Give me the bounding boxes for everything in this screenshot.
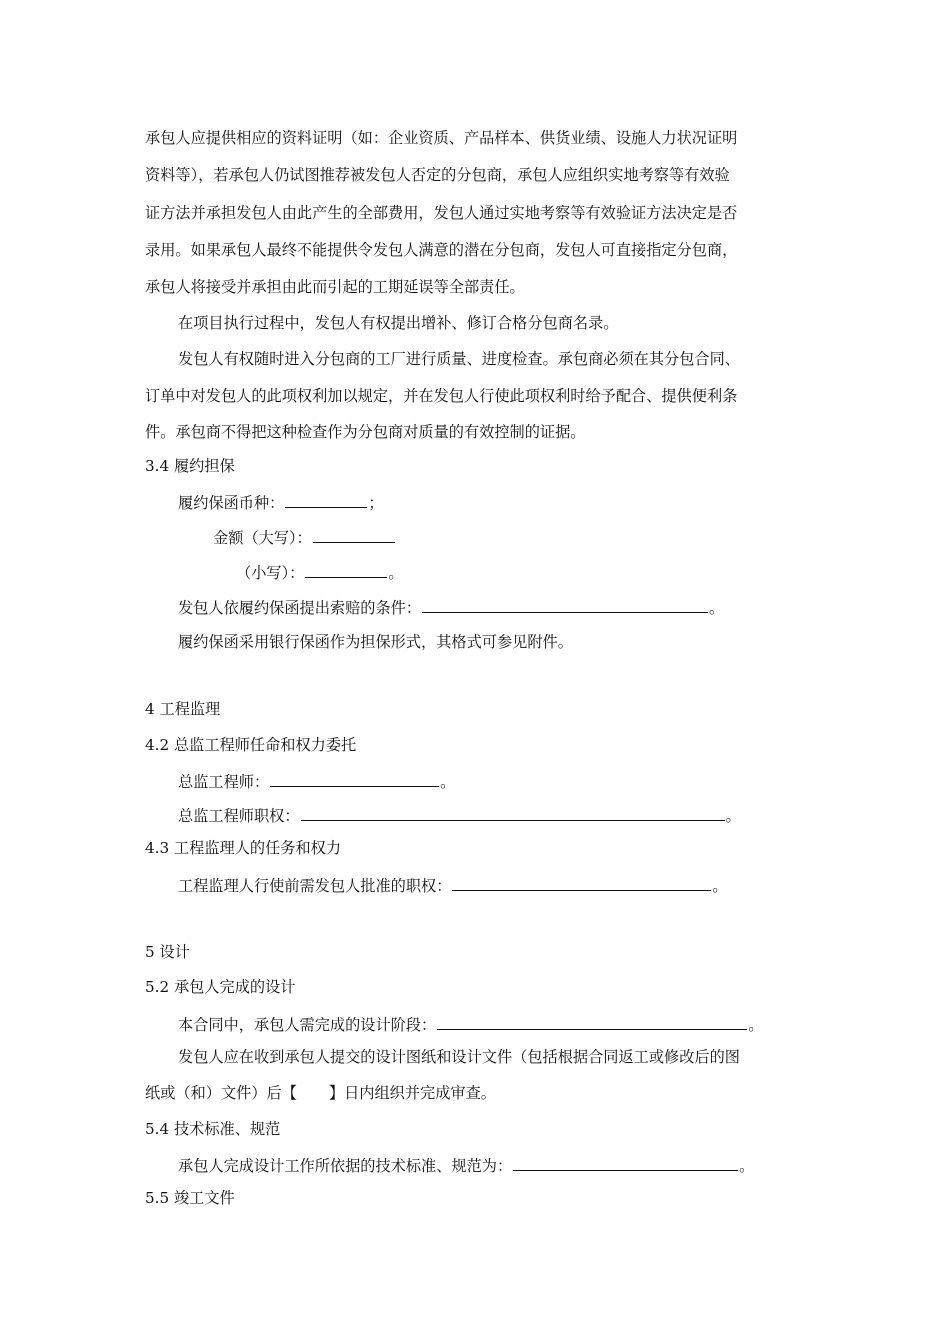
chief-engineer-line — [178, 771, 455, 792]
paragraph-line: 订单中对发包人的此项权利加以规定，并在发包人行使此项权利时给予配合、提供便利条 — [145, 387, 738, 405]
claim-condition-line — [178, 597, 724, 618]
chief-authority-line — [178, 805, 741, 826]
section-heading-5-5: 5.5 竣工文件 — [145, 1189, 235, 1207]
stage-label: 本合同中，承包人需完成的设计阶段： — [178, 1016, 437, 1034]
section-heading-5-2: 5.2 承包人完成的设计 — [145, 978, 296, 996]
currency-label: 履约保函币种： — [178, 494, 285, 512]
punctuation: 。 — [388, 564, 404, 582]
amount-lower-line — [236, 562, 404, 583]
paragraph-line: 发包人应在收到承包人提交的设计图纸和设计文件（包括根据合同返工或修改后的图 — [178, 1048, 740, 1066]
paragraph-line: 资料等），若承包人仍试图推荐被发包人否定的分包商，承包人应组织实地考察等有效验 — [145, 166, 730, 184]
paragraph-line: 证方法并承担发包人由此产生的全部费用，发包人通过实地考察等有效验证方法决定是否 — [145, 204, 738, 222]
standard-label: 承包人完成设计工作所依据的技术标准、规范为： — [178, 1157, 513, 1175]
paragraph-line: 在项目执行过程中，发包人有权提出增补、修订合格分包商名录。 — [178, 314, 619, 332]
currency-line — [178, 492, 384, 513]
claim-blank[interactable] — [422, 597, 708, 613]
review-days-line — [145, 1083, 496, 1103]
claim-label: 发包人依履约保函提出索赔的条件： — [178, 599, 421, 617]
section-heading-5: 5 设计 — [145, 943, 190, 961]
section-heading-5-4: 5.4 技术标准、规范 — [145, 1120, 281, 1138]
review-text-a: 纸或（和）文件）后【 — [145, 1084, 297, 1102]
currency-blank[interactable] — [285, 492, 367, 508]
chief-authority-label: 总监工程师职权： — [178, 807, 300, 825]
section-heading-3-4: 3.4 履约担保 — [145, 457, 235, 475]
approval-label: 工程监理人行使前需发包人批准的职权： — [178, 877, 452, 895]
standard-line — [178, 1155, 754, 1176]
amount-upper-label: 金额（大写）： — [213, 529, 312, 547]
amount-upper-line — [213, 527, 396, 548]
paragraph-line: 件。承包商不得把这种检查作为分包商对质量的有效控制的证据。 — [145, 423, 586, 441]
amount-upper-blank[interactable] — [313, 527, 395, 543]
review-text-b: 】日内组织并完成审查。 — [328, 1084, 496, 1102]
paragraph-line: 履约保函采用银行保函作为担保形式，其格式可参见附件。 — [178, 633, 573, 651]
punctuation: ； — [368, 494, 384, 512]
approval-blank[interactable] — [452, 875, 711, 891]
punctuation: 。 — [725, 807, 741, 825]
punctuation: 。 — [748, 1016, 764, 1034]
amount-lower-label: （小写）： — [236, 564, 305, 582]
approval-line — [178, 875, 728, 896]
paragraph-line: 承包人应提供相应的资料证明（如：企业资质、产品样本、供货业绩、设施人力状况证明 — [145, 129, 738, 147]
stage-blank[interactable] — [437, 1014, 747, 1030]
amount-lower-blank[interactable] — [305, 562, 387, 578]
paragraph-line: 发包人有权随时进入分包商的工厂进行质量、进度检查。承包商必须在其分包合同、 — [178, 350, 740, 368]
section-heading-4-3: 4.3 工程监理人的任务和权力 — [145, 839, 342, 857]
section-heading-4: 4 工程监理 — [145, 700, 221, 718]
standard-blank[interactable] — [513, 1155, 738, 1171]
section-heading-4-2: 4.2 总监工程师任命和权力委托 — [145, 736, 357, 754]
paragraph-line: 承包人将接受并承担由此而引起的工期延误等全部责任。 — [145, 278, 525, 296]
punctuation: 。 — [440, 773, 456, 791]
design-stage-line — [178, 1014, 763, 1035]
chief-blank[interactable] — [270, 771, 439, 787]
chief-authority-blank[interactable] — [301, 805, 725, 821]
chief-label: 总监工程师： — [178, 773, 270, 791]
paragraph-line: 录用。如果承包人最终不能提供令发包人满意的潜在分包商，发包人可直接指定分包商， — [145, 241, 738, 259]
punctuation: 。 — [739, 1157, 755, 1175]
punctuation: 。 — [712, 877, 728, 895]
punctuation: 。 — [709, 599, 725, 617]
